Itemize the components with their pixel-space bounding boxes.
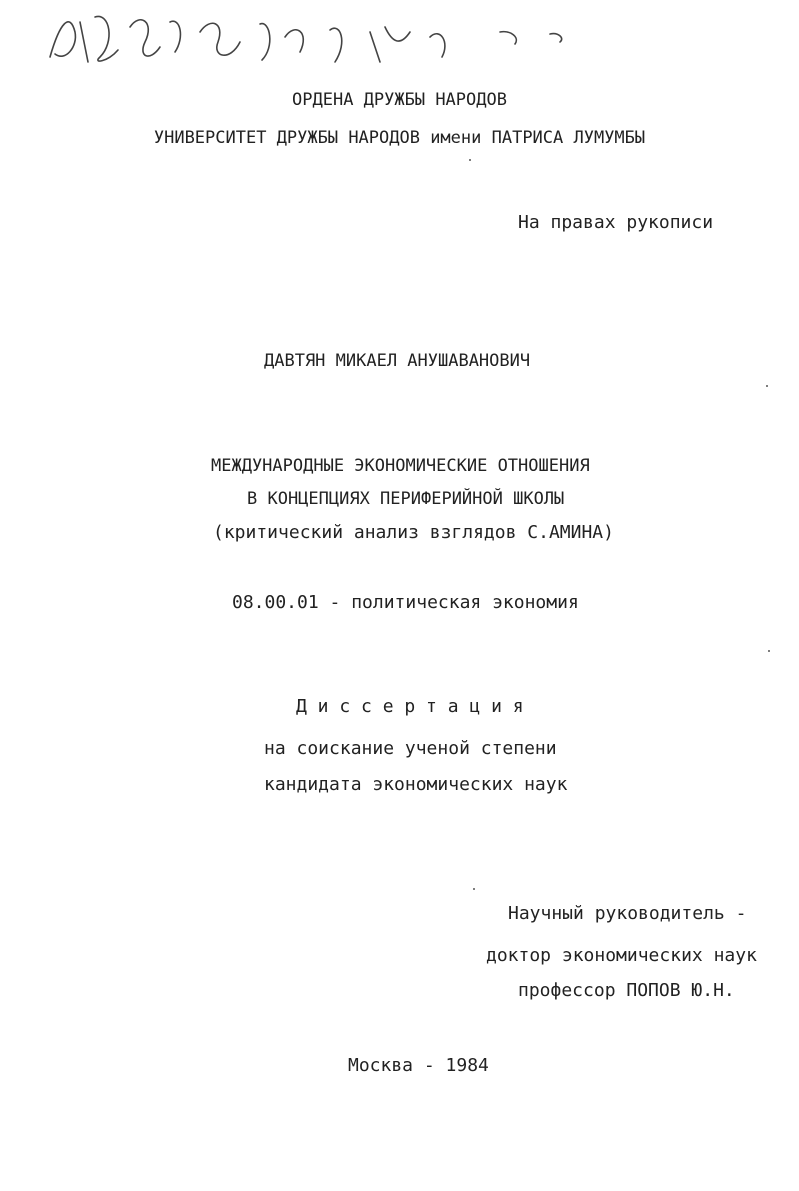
scan-speck <box>766 385 768 387</box>
scan-speck <box>768 650 770 652</box>
supervisor-line-3: профессор ПОПОВ Ю.Н. <box>518 980 735 1001</box>
institution-line-1: ОРДЕНА ДРУЖБЫ НАРОДОВ <box>292 90 507 110</box>
handwritten-annotation <box>30 2 590 82</box>
institution-line-2: УНИВЕРСИТЕТ ДРУЖБЫ НАРОДОВ имени ПАТРИСА ЛУМУМБЫ <box>153 128 646 148</box>
supervisor-line-1: Научный руководитель - <box>508 903 747 924</box>
degree-line-1: на соискание ученой степени <box>264 738 557 759</box>
specialty-code: 08.00.01 - политическая экономия <box>232 592 579 613</box>
degree-line-2: кандидата экономических наук <box>264 774 568 795</box>
scan-speck <box>469 159 471 161</box>
title-line-3: (критический анализ взглядов С.АМИНА) <box>213 522 614 543</box>
title-line-2: В КОНЦЕПЦИЯХ ПЕРИФЕРИЙНОЙ ШКОЛЫ <box>247 489 565 509</box>
manuscript-note: На правах рукописи <box>518 212 714 233</box>
dissertation-heading: Д и с с е р т а ц и я <box>296 696 524 717</box>
title-line-1: МЕЖДУНАРОДНЫЕ ЭКОНОМИЧЕСКИЕ ОТНОШЕНИЯ <box>211 456 590 476</box>
author-name: ДАВТЯН МИКАЕЛ АНУШАВАНОВИЧ <box>264 351 531 371</box>
scan-speck <box>473 888 475 890</box>
place-and-year: Москва - 1984 <box>348 1055 489 1076</box>
supervisor-line-2: доктор экономических наук <box>486 945 757 966</box>
